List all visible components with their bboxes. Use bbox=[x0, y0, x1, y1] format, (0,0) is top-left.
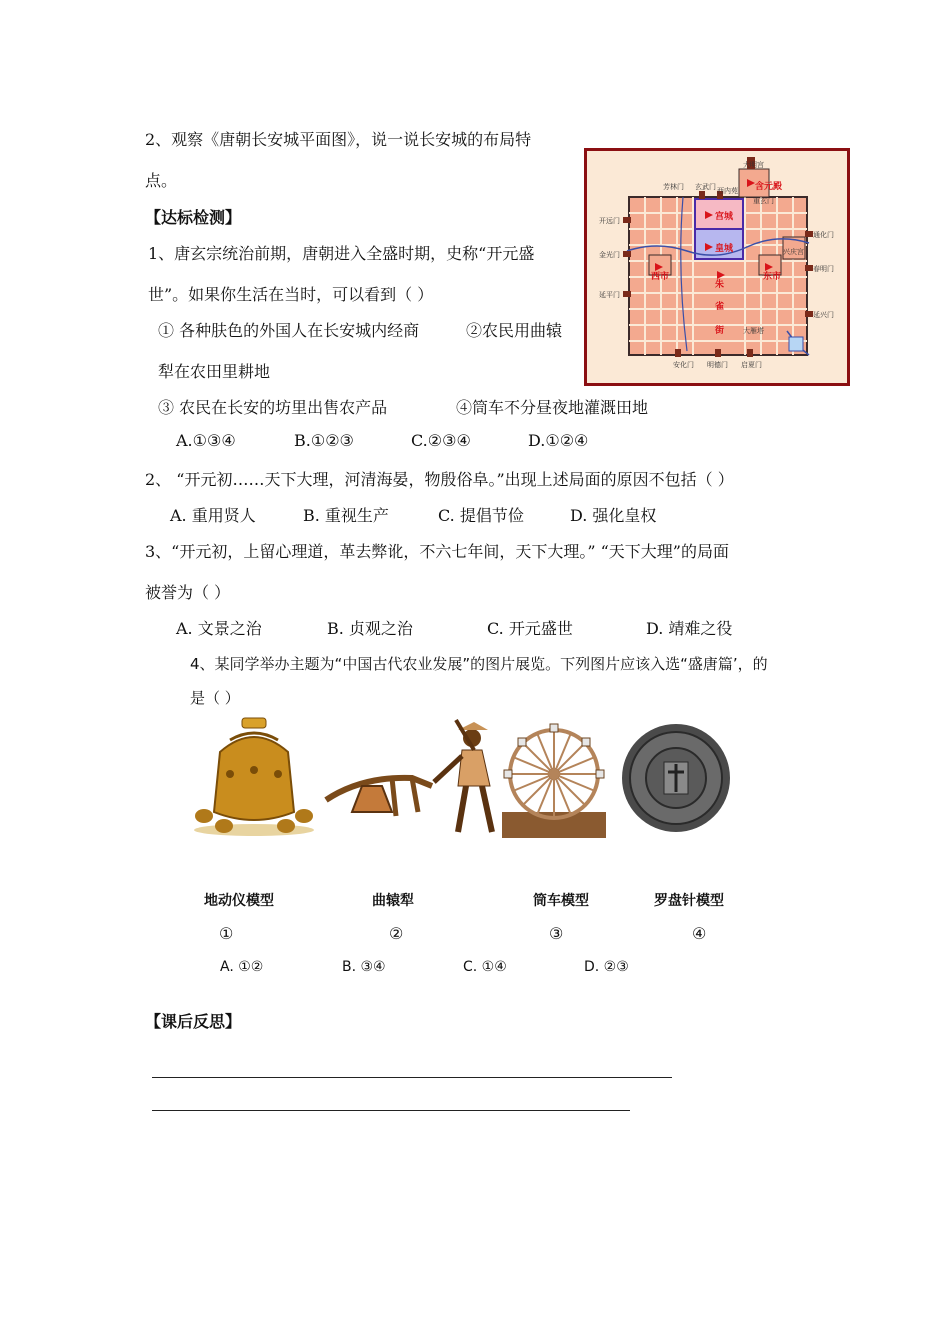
q2-line1: 2、观察《唐朝长安城平面图》，说一说长安城的布局特 bbox=[145, 130, 532, 149]
q1-choice-a: A.①③④ bbox=[176, 431, 236, 450]
map-label-west-market: 西市 bbox=[651, 272, 670, 282]
q4-number-1: ① bbox=[219, 924, 234, 943]
map-label-gate-tl1: 芳林门 bbox=[663, 183, 684, 191]
water-wheel-image bbox=[502, 722, 606, 840]
map-label-right-gate1: 通化门 bbox=[813, 231, 834, 239]
q1-option2: ②农民用曲辕 bbox=[466, 321, 563, 340]
q3-line2: 被誉为（ ） bbox=[145, 583, 231, 602]
q3-choice-c: C. 开元盛世 bbox=[487, 619, 573, 638]
q4-number-3: ③ bbox=[549, 924, 564, 943]
q1-option4: ④筒车不分昼夜地灌溉田地 bbox=[456, 398, 649, 417]
map-label-left-gate1: 开远门 bbox=[599, 217, 620, 225]
curved-plow-image bbox=[322, 716, 502, 838]
q4-caption-2: 曲辕犁 bbox=[372, 893, 414, 909]
map-label-zhuque3: 街 bbox=[715, 326, 725, 336]
q4-number-2: ② bbox=[389, 924, 404, 943]
q2-line2: 点。 bbox=[145, 171, 178, 190]
map-label-bottom-gate1: 安化门 bbox=[673, 361, 694, 369]
map-label-dayan: 大雁塔 bbox=[743, 327, 764, 335]
map-label-gate-top: 重玄门 bbox=[753, 197, 774, 205]
q1-line2: 世”。如果你生活在当时，可以看到（ ） bbox=[148, 285, 434, 304]
heading-test: 【达标检测】 bbox=[145, 208, 242, 227]
q2b-choice-d: D. 强化皇权 bbox=[570, 506, 657, 525]
q3-choice-d: D. 靖难之役 bbox=[646, 619, 733, 638]
map-label-right-gate2: 春明门 bbox=[813, 265, 834, 273]
q4-caption-1: 地动仪模型 bbox=[204, 893, 274, 909]
map-label-left-gate3: 延平门 bbox=[599, 291, 620, 299]
compass-image bbox=[620, 722, 732, 834]
q2b-choice-c: C. 提倡节俭 bbox=[438, 506, 524, 525]
map-label-zhuque2: 雀 bbox=[715, 302, 725, 312]
q2b-choice-b: B. 重视生产 bbox=[303, 506, 389, 525]
q4-line1: 4、某同学举办主题为“中国古代农业发展”的图片展览。下列图片应该入选“盛唐篇’，的 bbox=[190, 655, 768, 673]
heading-reflect: 【课后反思】 bbox=[145, 1012, 242, 1031]
map-label-right-gate3: 延兴门 bbox=[813, 311, 834, 319]
map-label-daming: 大明宫 bbox=[743, 161, 764, 169]
q1-option1: ① 各种肤色的外国人在长安城内经商 bbox=[158, 321, 420, 340]
map-label-left-gate2: 金光门 bbox=[599, 251, 620, 259]
q4-line2: 是（ ） bbox=[190, 689, 240, 707]
q4-choice-c: C. ①④ bbox=[463, 959, 507, 975]
q4-caption-3: 筒车模型 bbox=[533, 893, 589, 909]
map-label-bottom-gate3: 启夏门 bbox=[741, 361, 762, 369]
map-label-gate-top2: 西内苑 bbox=[717, 187, 738, 195]
seismograph-image bbox=[190, 712, 322, 838]
q2b-choice-a: A. 重用贤人 bbox=[170, 506, 256, 525]
q1-choice-b: B.①②③ bbox=[294, 431, 354, 450]
map-label-east-market: 东市 bbox=[763, 272, 782, 282]
map-label-xingqing: 兴庆宫 bbox=[783, 248, 804, 256]
q4-choice-a: A. ①② bbox=[220, 959, 264, 975]
q4-caption-4: 罗盘针模型 bbox=[654, 893, 724, 909]
q3-choice-a: A. 文景之治 bbox=[176, 619, 262, 638]
q4-choice-d: D. ②③ bbox=[584, 959, 629, 975]
map-label-hanyuan: 含元殿 bbox=[755, 182, 783, 192]
map-label-bottom-gate2: 明德门 bbox=[707, 361, 728, 369]
map-label-imperial-city: 皇城 bbox=[715, 244, 734, 254]
q4-number-4: ④ bbox=[692, 924, 707, 943]
q1-option2-cont: 犁在农田里耕地 bbox=[158, 362, 271, 381]
q1-option3: ③ 农民在长安的坊里出售农产品 bbox=[158, 398, 388, 417]
changan-map bbox=[584, 148, 850, 386]
q1-choice-c: C.②③④ bbox=[411, 431, 471, 450]
answer-line-1 bbox=[152, 1077, 672, 1078]
q1-choice-d: D.①②④ bbox=[528, 431, 589, 450]
q2b-line1: 2、 “开元初……天下大理，河清海晏，物殷俗阜。”出现上述局面的原因不包括（ ） bbox=[145, 470, 734, 489]
answer-line-2 bbox=[152, 1110, 630, 1111]
q3-choice-b: B. 贞观之治 bbox=[327, 619, 413, 638]
map-label-gate-tl2: 玄武门 bbox=[695, 183, 716, 191]
map-label-zhuque1: 朱 bbox=[715, 280, 725, 290]
q1-line1: 1、唐玄宗统治前期，唐朝进入全盛时期，史称“开元盛 bbox=[148, 244, 535, 263]
changan-map-drawing bbox=[587, 151, 847, 383]
q3-line1: 3、“开元初，上留心理道，革去弊讹，不六七年间，天下大理。” “天下大理”的局面 bbox=[145, 542, 729, 561]
map-label-palace-city: 宫城 bbox=[715, 212, 734, 222]
q4-choice-b: B. ③④ bbox=[342, 959, 386, 975]
